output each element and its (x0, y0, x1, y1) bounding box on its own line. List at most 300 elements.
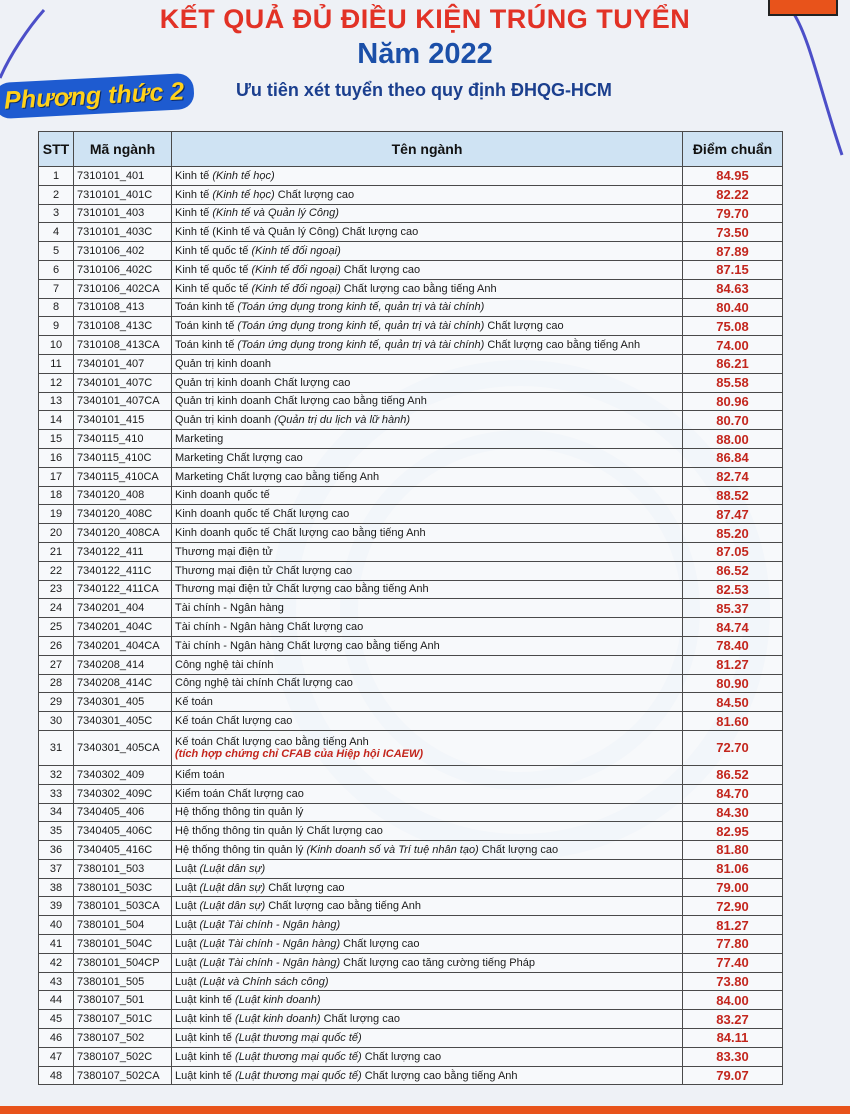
row-name-italic: (Toán ứng dụng trong kinh tế, quản trị và tài chính) (237, 320, 485, 333)
row-name (172, 542, 683, 561)
row-code: 7310108_413CA (74, 336, 172, 355)
row-score: 82.95 (683, 822, 783, 841)
table-row (39, 580, 783, 599)
row-stt: 34 (39, 803, 74, 822)
row-name-main: Luật kinh tế (175, 1069, 235, 1082)
row-code: 7380101_504C (74, 935, 172, 954)
table-row (39, 336, 783, 355)
row-stt: 31 (39, 730, 74, 765)
row-name-main: Luật kinh tế (175, 1050, 235, 1063)
row-name (172, 505, 683, 524)
row-code: 7310106_402C (74, 260, 172, 279)
row-stt: 20 (39, 524, 74, 543)
row-score: 83.27 (683, 1010, 783, 1029)
row-name (172, 859, 683, 878)
row-name (172, 430, 683, 449)
table-row (39, 730, 783, 765)
row-name (172, 636, 683, 655)
table-row (39, 935, 783, 954)
row-name-suffix: Chất lượng cao bằng tiếng Anh (265, 900, 422, 913)
row-code: 7340120_408 (74, 486, 172, 505)
row-name (172, 411, 683, 430)
row-score: 86.52 (683, 765, 783, 784)
row-name (172, 916, 683, 935)
row-score: 83.30 (683, 1047, 783, 1066)
row-name-main: Hệ thống thông tin quản lý Chất lượng cao (175, 825, 383, 838)
row-name-main: Kinh tế quốc tế (175, 263, 252, 276)
row-name (172, 618, 683, 637)
row-stt: 48 (39, 1066, 74, 1085)
table-row (39, 561, 783, 580)
row-name (172, 486, 683, 505)
row-name-main: Luật (175, 975, 200, 988)
table-row (39, 674, 783, 693)
table-row (39, 618, 783, 637)
table-row (39, 916, 783, 935)
row-name-main: Công nghệ tài chính (175, 658, 274, 671)
row-name-main: Marketing Chất lượng cao (175, 451, 303, 464)
row-name (172, 260, 683, 279)
row-name-main: Kinh doanh quốc tế Chất lượng cao (175, 508, 350, 521)
row-name-main: Luật (175, 919, 200, 932)
row-name-main: Toán kinh tế (175, 320, 238, 333)
row-stt: 45 (39, 1010, 74, 1029)
row-score: 72.70 (683, 730, 783, 765)
row-code: 7380107_502CA (74, 1066, 172, 1085)
row-stt: 15 (39, 430, 74, 449)
row-code: 7380101_503 (74, 859, 172, 878)
row-name (172, 524, 683, 543)
row-score: 80.96 (683, 392, 783, 411)
row-code: 7340115_410C (74, 448, 172, 467)
row-score: 82.53 (683, 580, 783, 599)
row-code: 7340302_409C (74, 784, 172, 803)
table-row (39, 448, 783, 467)
table-row (39, 1047, 783, 1066)
row-stt: 40 (39, 916, 74, 935)
row-score: 80.70 (683, 411, 783, 430)
row-stt: 19 (39, 505, 74, 524)
table-row (39, 505, 783, 524)
row-name (172, 693, 683, 712)
row-score: 78.40 (683, 636, 783, 655)
row-score: 84.30 (683, 803, 783, 822)
row-name (172, 580, 683, 599)
row-name-main: Kế toán Chất lượng cao bằng tiếng Anh (175, 735, 369, 748)
table-body (39, 167, 783, 1085)
row-name (172, 317, 683, 336)
row-name-italic: (Luật thương mại quốc tế) (234, 1069, 362, 1082)
row-name (172, 467, 683, 486)
page-subtitle: Ưu tiên xét tuyển theo quy định ĐHQG-HCM (236, 80, 612, 100)
row-name-main: Kinh tế (175, 188, 213, 201)
row-score: 88.52 (683, 486, 783, 505)
row-name-main: Hệ thống thông tin quản lý (175, 843, 307, 856)
row-name (172, 935, 683, 954)
row-note: (tích hợp chứng chỉ CFAB của Hiệp hội ICAEW) (175, 747, 424, 760)
row-stt: 27 (39, 655, 74, 674)
row-stt: 10 (39, 336, 74, 355)
row-name-italic: (Kinh tế đối ngoại) (251, 245, 341, 258)
row-name-main: Kinh tế quốc tế (175, 245, 252, 258)
row-name (172, 953, 683, 972)
row-code: 7380107_502C (74, 1047, 172, 1066)
table-row (39, 765, 783, 784)
row-code: 7380101_503CA (74, 897, 172, 916)
row-score: 81.60 (683, 712, 783, 731)
row-code: 7310101_401C (74, 185, 172, 204)
row-score: 86.52 (683, 561, 783, 580)
table-row (39, 822, 783, 841)
row-name (172, 448, 683, 467)
row-stt: 23 (39, 580, 74, 599)
row-code: 7310101_401 (74, 167, 172, 186)
table-row (39, 655, 783, 674)
row-code: 7310101_403C (74, 223, 172, 242)
table-row (39, 392, 783, 411)
row-stt: 30 (39, 712, 74, 731)
table-row (39, 279, 783, 298)
row-name (172, 1066, 683, 1085)
row-name-italic: (Kinh tế và Quản lý Công) (212, 207, 339, 220)
row-name-main: Marketing Chất lượng cao bằng tiếng Anh (175, 470, 380, 483)
row-name-main: Toán kinh tế (175, 301, 238, 314)
row-name-italic: (Toán ứng dụng trong kinh tế, quản trị và tài chính) (237, 339, 485, 352)
table-row (39, 991, 783, 1010)
table-row (39, 1066, 783, 1085)
row-stt: 38 (39, 878, 74, 897)
row-code: 7380101_504CP (74, 953, 172, 972)
row-name (172, 167, 683, 186)
row-score: 85.20 (683, 524, 783, 543)
row-name-main: Hệ thống thông tin quản lý (175, 806, 304, 819)
table-row (39, 878, 783, 897)
row-name (172, 878, 683, 897)
row-score: 84.63 (683, 279, 783, 298)
row-name (172, 765, 683, 784)
row-stt: 22 (39, 561, 74, 580)
method-badge: Phương thức 2 (0, 73, 195, 119)
row-stt: 6 (39, 260, 74, 279)
row-stt: 28 (39, 674, 74, 693)
row-stt: 21 (39, 542, 74, 561)
row-stt: 7 (39, 279, 74, 298)
row-name-italic: (Kinh doanh số và Trí tuệ nhân tạo) (306, 843, 479, 856)
row-name (172, 242, 683, 261)
row-code: 7340122_411 (74, 542, 172, 561)
row-name-italic: (Kinh tế học) (212, 169, 275, 182)
row-stt: 29 (39, 693, 74, 712)
table-header-row (39, 132, 783, 167)
row-score: 87.05 (683, 542, 783, 561)
table-row (39, 859, 783, 878)
row-name-main: Tài chính - Ngân hàng Chất lượng cao (175, 621, 364, 634)
table-row (39, 803, 783, 822)
table-row (39, 599, 783, 618)
row-score: 79.00 (683, 878, 783, 897)
row-name-main: Luật (175, 956, 200, 969)
row-score: 82.74 (683, 467, 783, 486)
row-score: 81.27 (683, 916, 783, 935)
row-name (172, 204, 683, 223)
row-name-main: Công nghệ tài chính Chất lượng cao (175, 677, 353, 690)
row-name-main: Kinh tế (Kinh tế và Quản lý Công) Chất lượng cao (175, 226, 419, 239)
page-year: Năm 2022 (357, 38, 493, 70)
row-name (172, 298, 683, 317)
row-name-main: Thương mại điện tử Chất lượng cao (175, 564, 353, 577)
row-code: 7340201_404C (74, 618, 172, 637)
row-code: 7380101_504 (74, 916, 172, 935)
table-row (39, 693, 783, 712)
row-score: 77.40 (683, 953, 783, 972)
row-name (172, 392, 683, 411)
row-code: 7340122_411CA (74, 580, 172, 599)
row-score: 72.90 (683, 897, 783, 916)
table-row (39, 185, 783, 204)
row-score: 84.74 (683, 618, 783, 637)
row-code: 7340405_406C (74, 822, 172, 841)
table-row (39, 953, 783, 972)
row-name (172, 730, 683, 765)
row-name-main: Kinh tế (175, 169, 213, 182)
row-code: 7340301_405CA (74, 730, 172, 765)
row-name-suffix: Chất lượng cao (320, 1013, 400, 1026)
row-stt: 13 (39, 392, 74, 411)
row-stt: 1 (39, 167, 74, 186)
header-name: Tên ngành (172, 132, 683, 167)
row-name-main: Marketing (175, 433, 224, 446)
row-code: 7340201_404 (74, 599, 172, 618)
row-name (172, 674, 683, 693)
row-score: 77.80 (683, 935, 783, 954)
row-name-italic: (Kinh tế học) (212, 188, 275, 201)
row-name-italic: (Luật và Chính sách công) (199, 975, 329, 988)
row-stt: 24 (39, 599, 74, 618)
table-row (39, 542, 783, 561)
row-stt: 18 (39, 486, 74, 505)
row-stt: 39 (39, 897, 74, 916)
row-score: 87.15 (683, 260, 783, 279)
results-table (38, 131, 783, 1085)
row-stt: 25 (39, 618, 74, 637)
row-name-main: Luật (175, 937, 200, 950)
row-name-suffix: Chất lượng cao (484, 320, 564, 333)
row-name-suffix: Chất lượng cao bằng tiếng Anh (340, 282, 497, 295)
row-name-main: Thương mại điện tử (175, 545, 273, 558)
row-stt: 16 (39, 448, 74, 467)
row-name-italic: (Kinh tế đối ngoại) (251, 263, 341, 276)
row-score: 79.07 (683, 1066, 783, 1085)
row-code: 7340120_408CA (74, 524, 172, 543)
row-code: 7340208_414 (74, 655, 172, 674)
row-name-main: Kế toán (175, 696, 213, 709)
row-name (172, 373, 683, 392)
table-row (39, 784, 783, 803)
row-code: 7340405_416C (74, 841, 172, 860)
row-code: 7310108_413C (74, 317, 172, 336)
row-name-italic: (Luật Tài chính - Ngân hàng) (199, 956, 341, 969)
row-name-main: Quản trị kinh doanh Chất lượng cao (175, 376, 351, 389)
row-score: 88.00 (683, 430, 783, 449)
row-stt: 4 (39, 223, 74, 242)
row-name (172, 599, 683, 618)
row-score: 87.89 (683, 242, 783, 261)
row-name-suffix: Chất lượng cao (265, 881, 345, 894)
row-score: 86.84 (683, 448, 783, 467)
row-code: 7310101_403 (74, 204, 172, 223)
row-name-main: Luật kinh tế (175, 1031, 235, 1044)
row-score: 81.80 (683, 841, 783, 860)
row-score: 81.27 (683, 655, 783, 674)
row-name (172, 1047, 683, 1066)
row-name-main: Toán kinh tế (175, 339, 238, 352)
row-score: 85.37 (683, 599, 783, 618)
row-code: 7340301_405 (74, 693, 172, 712)
row-score: 84.95 (683, 167, 783, 186)
row-stt: 14 (39, 411, 74, 430)
row-code: 7380107_501C (74, 1010, 172, 1029)
row-name-italic: (Luật dân sự) (199, 900, 266, 913)
table-row (39, 317, 783, 336)
row-name-main: Kiểm toán Chất lượng cao (175, 787, 304, 800)
table-row (39, 430, 783, 449)
row-stt: 43 (39, 972, 74, 991)
table-row (39, 167, 783, 186)
row-name-suffix: Chất lượng cao (274, 188, 355, 201)
row-code: 7380107_501 (74, 991, 172, 1010)
row-name-italic: (Kinh tế đối ngoại) (251, 282, 341, 295)
table-row (39, 1029, 783, 1048)
row-name (172, 784, 683, 803)
row-score: 80.90 (683, 674, 783, 693)
table-row (39, 636, 783, 655)
table-row (39, 841, 783, 860)
table-row (39, 242, 783, 261)
row-score: 84.70 (683, 784, 783, 803)
row-stt: 42 (39, 953, 74, 972)
page-title: KẾT QUẢ ĐỦ ĐIỀU KIỆN TRÚNG TUYỂN (159, 4, 691, 34)
row-code: 7310106_402 (74, 242, 172, 261)
row-name (172, 1010, 683, 1029)
row-name (172, 803, 683, 822)
row-code: 7340101_407 (74, 354, 172, 373)
row-stt: 46 (39, 1029, 74, 1048)
header-code: Mã ngành (74, 132, 172, 167)
row-score: 79.70 (683, 204, 783, 223)
row-name (172, 354, 683, 373)
row-stt: 32 (39, 765, 74, 784)
row-name-main: Kinh tế quốc tế (175, 282, 252, 295)
row-name-italic: (Luật thương mại quốc tế) (234, 1050, 362, 1063)
row-name-suffix: Chất lượng cao bằng tiếng Anh (484, 339, 641, 352)
row-name (172, 655, 683, 674)
table-row (39, 298, 783, 317)
row-name-italic: (Luật Tài chính - Ngân hàng) (199, 919, 341, 932)
row-name-italic: (Luật dân sự) (199, 862, 266, 875)
row-name (172, 841, 683, 860)
row-stt: 33 (39, 784, 74, 803)
header-stt: STT (39, 132, 74, 167)
row-name-italic: (Luật thương mại quốc tế) (234, 1031, 362, 1044)
row-stt: 36 (39, 841, 74, 860)
row-score: 75.08 (683, 317, 783, 336)
row-name-main: Tài chính - Ngân hàng Chất lượng cao bằng tiếng Anh (175, 639, 440, 652)
row-name-main: Kinh doanh quốc tế Chất lượng cao bằng tiếng Anh (175, 527, 426, 540)
row-code: 7310106_402CA (74, 279, 172, 298)
row-name (172, 972, 683, 991)
row-stt: 11 (39, 354, 74, 373)
row-name-main: Quản trị kinh doanh (175, 357, 272, 370)
row-stt: 26 (39, 636, 74, 655)
row-name-main: Luật (175, 900, 200, 913)
row-score: 87.47 (683, 505, 783, 524)
table-row (39, 204, 783, 223)
row-name-main: Luật kinh tế (175, 994, 235, 1007)
row-name-suffix: Chất lượng cao bằng tiếng Anh (361, 1069, 518, 1082)
table-row (39, 1010, 783, 1029)
row-name-italic: (Luật kinh doanh) (234, 1013, 321, 1026)
row-code: 7340405_406 (74, 803, 172, 822)
row-stt: 44 (39, 991, 74, 1010)
row-score: 84.00 (683, 991, 783, 1010)
row-name (172, 822, 683, 841)
row-name-main: Luật kinh tế (175, 1013, 235, 1026)
row-stt: 8 (39, 298, 74, 317)
bottom-bar (0, 1106, 850, 1114)
table-row (39, 411, 783, 430)
row-name-suffix: Chất lượng cao (340, 263, 421, 276)
row-name-main: Kinh tế (175, 207, 213, 220)
row-code: 7340101_407CA (74, 392, 172, 411)
row-score: 86.21 (683, 354, 783, 373)
row-name-suffix: Chất lượng cao tăng cường tiếng Pháp (340, 956, 535, 969)
row-score: 80.40 (683, 298, 783, 317)
table-row (39, 467, 783, 486)
row-stt: 12 (39, 373, 74, 392)
row-code: 7340120_408C (74, 505, 172, 524)
row-name-suffix: Chất lượng cao (478, 843, 559, 856)
row-score: 84.11 (683, 1029, 783, 1048)
table-row (39, 373, 783, 392)
row-stt: 47 (39, 1047, 74, 1066)
row-stt: 9 (39, 317, 74, 336)
row-stt: 3 (39, 204, 74, 223)
row-name-main: Thương mại điện tử Chất lượng cao bằng tiếng Anh (175, 583, 429, 596)
row-code: 7340201_404CA (74, 636, 172, 655)
row-name (172, 712, 683, 731)
row-name-suffix: Chất lượng cao (361, 1050, 442, 1063)
row-code: 7340115_410CA (74, 467, 172, 486)
row-name-italic: (Luật dân sự) (199, 881, 266, 894)
row-stt: 5 (39, 242, 74, 261)
row-name-suffix: Chất lượng cao (340, 937, 420, 950)
table-row (39, 354, 783, 373)
row-name (172, 897, 683, 916)
row-name-italic: (Quản trị du lịch và lữ hành) (274, 414, 411, 427)
row-score: 82.22 (683, 185, 783, 204)
row-score: 73.50 (683, 223, 783, 242)
row-name-main: Quản trị kinh doanh Chất lượng cao bằng tiếng Anh (175, 395, 427, 408)
row-name-main: Quản trị kinh doanh (175, 414, 275, 427)
table-row (39, 260, 783, 279)
row-stt: 37 (39, 859, 74, 878)
row-name (172, 223, 683, 242)
row-code: 7340101_407C (74, 373, 172, 392)
row-name-main: Kiểm toán (175, 768, 225, 781)
row-code: 7340122_411C (74, 561, 172, 580)
row-name-italic: (Toán ứng dụng trong kinh tế, quản trị và tài chính) (237, 301, 485, 314)
row-code: 7340302_409 (74, 765, 172, 784)
